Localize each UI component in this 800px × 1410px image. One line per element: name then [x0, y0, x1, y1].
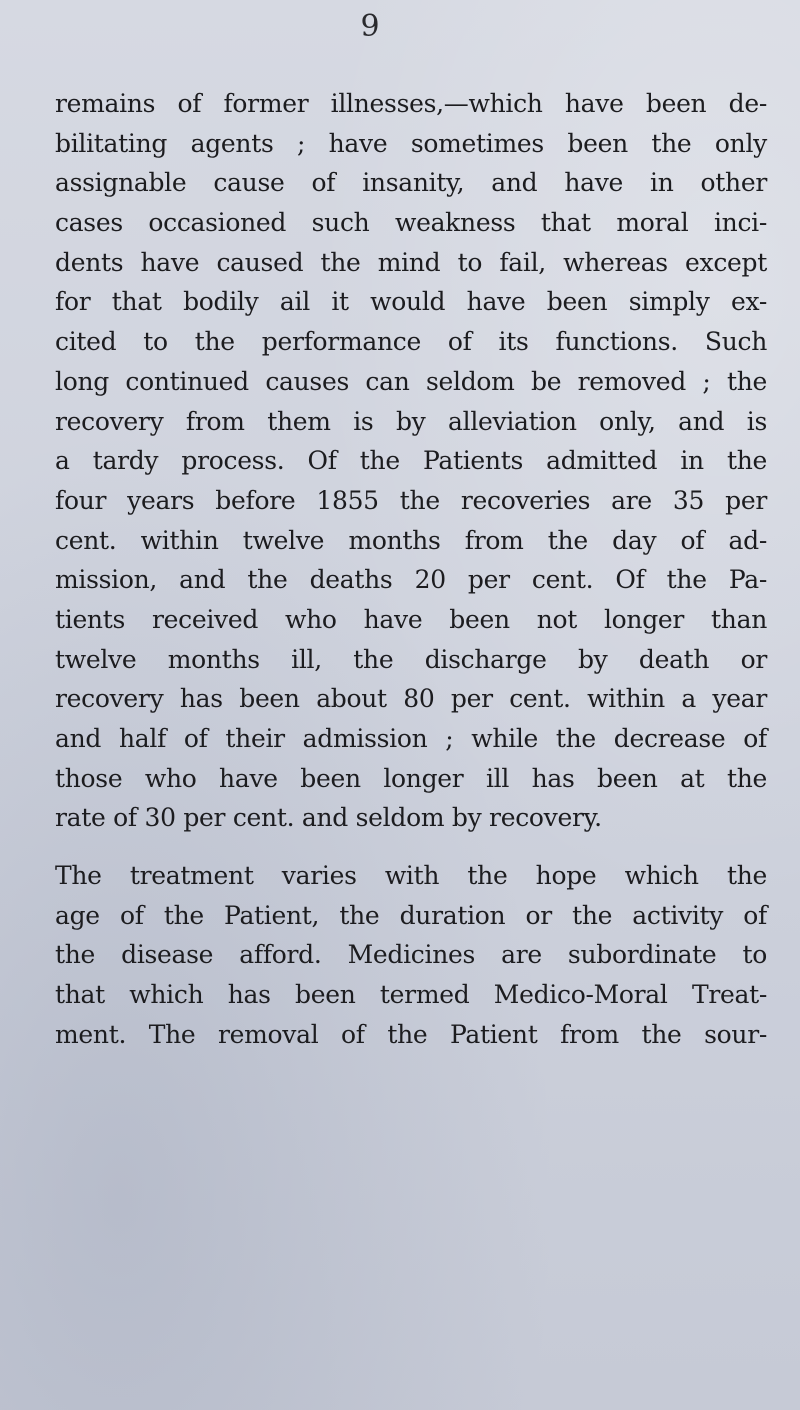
- text-line: and half of their admission ; while the decrease of: [55, 724, 767, 753]
- text-line: ment. The removal of the Patient from the sour-: [55, 1019, 767, 1049]
- text-line: for that bodily ail it would have been simply ex-: [55, 287, 767, 317]
- text-line: The treatment varies with the hope which the: [55, 861, 767, 890]
- text-line: dents have caused the mind to fail, whereas except: [55, 247, 767, 277]
- text-line: rate of 30 per cent. and seldom by recovery.: [55, 803, 602, 833]
- text-line: cent. within twelve months from the day of ad-: [55, 525, 767, 555]
- text-line: long continued causes can seldom be removed ; the: [55, 366, 767, 396]
- text-line: four years before 1855 the recoveries are 35 per: [55, 485, 767, 515]
- text-line: bilitating agents ; have sometimes been the only: [55, 128, 767, 158]
- paragraph-1: [55, 84, 767, 838]
- text-line: recovery from them is by alleviation only, and is: [55, 406, 767, 436]
- text-line: those who have been longer ill has been at the: [55, 763, 767, 793]
- text-line: a tardy process. Of the Patients admitted in the: [55, 446, 767, 476]
- text-line: remains of former illnesses,—which have been de-: [55, 89, 767, 118]
- text-line: tients received who have been not longer than: [55, 604, 767, 634]
- text-line: recovery has been about 80 per cent. within a year: [55, 684, 767, 714]
- text-line: the disease afford. Medicines are subordinate to: [55, 940, 767, 970]
- paragraph-2: [55, 856, 767, 1054]
- text-line: assignable cause of insanity, and have in other: [55, 168, 767, 198]
- text-line: that which has been termed Medico-Moral Treat-: [55, 980, 767, 1010]
- text-line: twelve months ill, the discharge by death or: [55, 644, 767, 674]
- text-line: cited to the performance of its functions. Such: [55, 327, 767, 357]
- page-number: 9: [360, 9, 380, 44]
- text-line: cases occasioned such weakness that moral inci-: [55, 208, 767, 238]
- text-line: age of the Patient, the duration or the activity of: [55, 900, 767, 930]
- text-line: mission, and the deaths 20 per cent. Of the Pa-: [55, 565, 767, 595]
